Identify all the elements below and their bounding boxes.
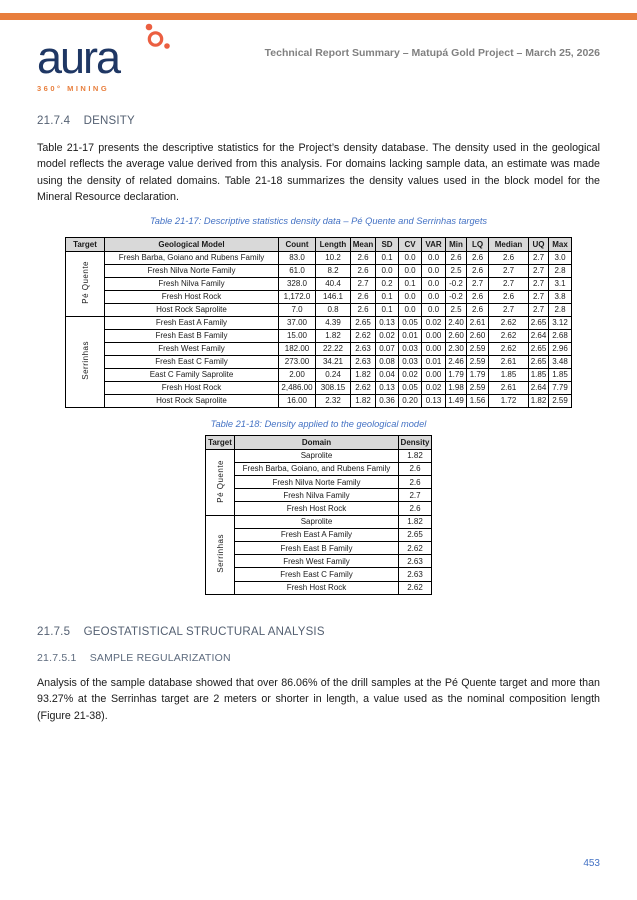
table-cell: 2.59 <box>549 394 572 407</box>
document-title: Technical Report Summary – Matupá Gold Project – March 25, 2026 <box>264 47 600 59</box>
table-cell: Fresh Barba, Goiano and Rubens Family <box>105 251 279 264</box>
table-header-row <box>66 237 572 251</box>
table-row <box>66 290 572 303</box>
table-row <box>206 528 432 541</box>
table-cell: 2.62 <box>489 342 529 355</box>
table-cell: 0.24 <box>316 368 351 381</box>
table-cell: 0.0 <box>399 303 422 316</box>
table-cell: 2.65 <box>529 342 549 355</box>
table-row <box>66 277 572 290</box>
table-cell: 0.03 <box>399 355 422 368</box>
table-cell: 0.2 <box>376 277 399 290</box>
table-row <box>206 489 432 502</box>
table-cell: 0.13 <box>376 316 399 329</box>
table-cell: 16.00 <box>279 394 316 407</box>
table-cell: Fresh West Family <box>235 555 399 568</box>
target-group-label: Serrinhas <box>66 316 105 407</box>
table-cell: 2.5 <box>446 264 467 277</box>
table-cell: Fresh Host Rock <box>235 502 399 515</box>
table-cell: Fresh Nilva Norte Family <box>105 264 279 277</box>
table-cell: 0.13 <box>422 394 446 407</box>
table-cell: 2.63 <box>351 342 376 355</box>
table-cell: 0.20 <box>399 394 422 407</box>
table-cell: 0.1 <box>376 303 399 316</box>
table-cell: 3.12 <box>549 316 572 329</box>
table-cell: 2.5 <box>446 303 467 316</box>
table-cell: Fresh Host Rock <box>105 290 279 303</box>
table-cell: 2.59 <box>467 381 489 394</box>
table-cell: 2.6 <box>351 251 376 264</box>
table-cell: 2.61 <box>489 355 529 368</box>
table-cell: 2.7 <box>529 251 549 264</box>
subsection-title: SAMPLE REGULARIZATION <box>89 651 231 664</box>
table-cell: Fresh East B Family <box>235 541 399 554</box>
table-cell: Host Rock Saprolite <box>105 303 279 316</box>
table-cell: 1.85 <box>529 368 549 381</box>
table-cell: 2.7 <box>529 303 549 316</box>
target-group-label: Serrinhas <box>206 515 235 594</box>
table-cell: Fresh West Family <box>105 342 279 355</box>
table-cell: 2,486.00 <box>279 381 316 394</box>
section-heading-density <box>37 115 600 127</box>
table-cell: 2.7 <box>529 277 549 290</box>
table-cell: 1.56 <box>467 394 489 407</box>
table-cell: 2.8 <box>549 264 572 277</box>
table-cell: 2.6 <box>399 476 432 489</box>
accent-bar <box>0 13 637 20</box>
table-cell: 2.62 <box>489 316 529 329</box>
table-cell: 0.08 <box>376 355 399 368</box>
table-cell: 3.48 <box>549 355 572 368</box>
table-cell: 1,172.0 <box>279 290 316 303</box>
table-cell: 0.04 <box>376 368 399 381</box>
column-header: Max <box>549 237 572 251</box>
table-cell: 2.65 <box>399 528 432 541</box>
target-group-label: Pé Quente <box>206 449 235 515</box>
table-cell: 308.15 <box>316 381 351 394</box>
table-cell: 10.2 <box>316 251 351 264</box>
subsection-heading-regularization <box>37 652 600 664</box>
aura-orbit-icon <box>141 21 171 53</box>
page-header <box>37 24 600 93</box>
table-cell: 1.82 <box>399 449 432 462</box>
table-cell: 0.03 <box>399 342 422 355</box>
table-cell: 0.02 <box>399 368 422 381</box>
table-cell: 1.82 <box>399 515 432 528</box>
section-heading-geostatistical <box>37 626 600 638</box>
table-cell: 0.0 <box>376 264 399 277</box>
table-cell: 0.05 <box>399 316 422 329</box>
table-cell: 1.79 <box>467 368 489 381</box>
logo-wordmark: aura <box>37 32 120 83</box>
table-row <box>66 251 572 264</box>
table-row <box>206 449 432 462</box>
table-cell: 1.72 <box>489 394 529 407</box>
table-cell: 2.62 <box>399 541 432 554</box>
table-row <box>66 355 572 368</box>
table-cell: Fresh East A Family <box>105 316 279 329</box>
table-cell: 273.00 <box>279 355 316 368</box>
table-cell: 2.00 <box>279 368 316 381</box>
table-cell: 2.64 <box>529 329 549 342</box>
table-cell: 2.62 <box>351 329 376 342</box>
table-row <box>206 502 432 515</box>
table-cell: 2.7 <box>351 277 376 290</box>
table-21-17 <box>65 237 572 408</box>
table-cell: 2.6 <box>399 502 432 515</box>
table-cell: 0.0 <box>422 290 446 303</box>
table-cell: 2.62 <box>489 329 529 342</box>
table-cell: 2.63 <box>351 355 376 368</box>
table-21-17-caption: Table 21-17: Descriptive statistics density data – Pé Quente and Serrinhas targets <box>149 215 488 226</box>
column-header: Target <box>66 237 105 251</box>
table-cell: 2.6 <box>489 290 529 303</box>
table-cell: 0.00 <box>422 342 446 355</box>
table-cell: 2.30 <box>446 342 467 355</box>
table-cell: Fresh Host Rock <box>105 381 279 394</box>
table-cell: 83.0 <box>279 251 316 264</box>
table-21-18 <box>205 435 432 595</box>
table-cell: 0.05 <box>399 381 422 394</box>
table-cell: 2.6 <box>351 264 376 277</box>
section-title: GEOSTATISTICAL STRUCTURAL ANALYSIS <box>83 625 325 638</box>
table-cell: 2.68 <box>549 329 572 342</box>
table-cell: 1.79 <box>446 368 467 381</box>
table-cell: 2.6 <box>467 264 489 277</box>
table-row <box>206 568 432 581</box>
column-header: CV <box>399 237 422 251</box>
aura-logo <box>37 24 212 93</box>
table-cell: 2.7 <box>399 489 432 502</box>
table-cell: 2.60 <box>446 329 467 342</box>
table-cell: 2.46 <box>446 355 467 368</box>
table-cell: 0.01 <box>399 329 422 342</box>
table-cell: 2.59 <box>467 355 489 368</box>
density-paragraph: Table 21-17 presents the descriptive statistics for the Project’s density database. The density used in the geological model reflects the average value derived from this analysis. For domains lacking sample data, an estimate was made using the density of related domains. Table 21-18 summarizes the density values used in the block model for the Mineral Resource declaration. <box>37 142 600 204</box>
table-cell: 1.82 <box>529 394 549 407</box>
table-cell: Fresh Nilva Family <box>235 489 399 502</box>
table-cell: 1.85 <box>549 368 572 381</box>
table-cell: 34.21 <box>316 355 351 368</box>
table-cell: Fresh Barba, Goiano, and Rubens Family <box>235 462 399 475</box>
table-cell: 2.59 <box>467 342 489 355</box>
table-cell: -0.2 <box>446 277 467 290</box>
column-header: Min <box>446 237 467 251</box>
table-cell: 22.22 <box>316 342 351 355</box>
table-cell: 1.49 <box>446 394 467 407</box>
table-cell: Saprolite <box>235 515 399 528</box>
table-row <box>206 462 432 475</box>
table-row <box>206 581 432 594</box>
table-cell: 1.82 <box>351 394 376 407</box>
column-header: Length <box>316 237 351 251</box>
subsection-number: 21.7.5.1 <box>37 651 77 664</box>
table-cell: 0.0 <box>422 264 446 277</box>
page-body <box>37 115 600 724</box>
column-header: LQ <box>467 237 489 251</box>
table-cell: 0.02 <box>376 329 399 342</box>
table-cell: 2.63 <box>399 555 432 568</box>
column-header: Domain <box>235 435 399 449</box>
table-cell: 2.61 <box>489 381 529 394</box>
table-cell: 0.13 <box>376 381 399 394</box>
table-cell: 2.65 <box>351 316 376 329</box>
table-cell: Fresh East B Family <box>105 329 279 342</box>
table-cell: 182.00 <box>279 342 316 355</box>
table-cell: 2.7 <box>467 277 489 290</box>
table-cell: 2.6 <box>467 251 489 264</box>
table-cell: 2.7 <box>489 264 529 277</box>
table-cell: Fresh Host Rock <box>235 581 399 594</box>
table-row <box>66 381 572 394</box>
page-number: 453 <box>583 858 600 869</box>
table-cell: 0.0 <box>422 251 446 264</box>
table-cell: 2.6 <box>467 303 489 316</box>
table-cell: 2.7 <box>529 290 549 303</box>
table-cell: 61.0 <box>279 264 316 277</box>
table-cell: 1.85 <box>489 368 529 381</box>
target-group-label: Pé Quente <box>66 251 105 316</box>
table-cell: Fresh East C Family <box>235 568 399 581</box>
table-cell: 2.65 <box>529 355 549 368</box>
table-row <box>206 541 432 554</box>
table-row <box>206 476 432 489</box>
table-cell: 0.02 <box>422 316 446 329</box>
table-row <box>66 342 572 355</box>
column-header: SD <box>376 237 399 251</box>
table-cell: 0.00 <box>422 368 446 381</box>
column-header: Density <box>399 435 432 449</box>
table-cell: 2.64 <box>529 381 549 394</box>
table-cell: 0.1 <box>376 251 399 264</box>
table-cell: 0.0 <box>399 251 422 264</box>
table-cell: 0.01 <box>422 355 446 368</box>
table-cell: 0.0 <box>422 277 446 290</box>
table-row <box>66 303 572 316</box>
table-cell: Fresh East A Family <box>235 528 399 541</box>
table-cell: 2.7 <box>529 264 549 277</box>
logo-tagline: 360° MINING <box>37 84 110 93</box>
table-cell: 2.6 <box>399 462 432 475</box>
table-21-18-caption: Table 21-18: Density applied to the geological model <box>210 418 427 429</box>
table-cell: 0.1 <box>376 290 399 303</box>
column-header: VAR <box>422 237 446 251</box>
table-cell: 2.62 <box>351 381 376 394</box>
table-row <box>66 394 572 407</box>
column-header: Median <box>489 237 529 251</box>
table-cell: 0.0 <box>399 290 422 303</box>
table-cell: 2.40 <box>446 316 467 329</box>
table-cell: 1.98 <box>446 381 467 394</box>
table-cell: 2.6 <box>467 290 489 303</box>
table-cell: 7.79 <box>549 381 572 394</box>
table-row <box>206 555 432 568</box>
table-cell: 2.6 <box>489 251 529 264</box>
column-header: Target <box>206 435 235 449</box>
table-cell: Host Rock Saprolite <box>105 394 279 407</box>
table-cell: 15.00 <box>279 329 316 342</box>
table-cell: 0.00 <box>422 329 446 342</box>
table-cell: Fresh Nilva Family <box>105 277 279 290</box>
regularization-paragraph: Analysis of the sample database showed that over 86.06% of the drill samples at the Pé Quente target and more than 93.27% at the Serrinhas target are 2 meters or shorter in length, a value used as the nominal composition length (Figure 21-38). <box>37 676 600 722</box>
table-cell: 7.0 <box>279 303 316 316</box>
table-cell: 2.62 <box>399 581 432 594</box>
table-row <box>66 264 572 277</box>
table-row <box>66 329 572 342</box>
column-header: Geological Model <box>105 237 279 251</box>
table-cell: 2.6 <box>351 303 376 316</box>
table-cell: 0.07 <box>376 342 399 355</box>
table-cell: 328.0 <box>279 277 316 290</box>
table-cell: 0.8 <box>316 303 351 316</box>
table-cell: 4.39 <box>316 316 351 329</box>
table-cell: 2.96 <box>549 342 572 355</box>
table-cell: 2.7 <box>489 303 529 316</box>
table-cell: 2.63 <box>399 568 432 581</box>
table-cell: 37.00 <box>279 316 316 329</box>
section-title: DENSITY <box>83 115 135 127</box>
table-cell: 1.82 <box>351 368 376 381</box>
table-cell: 2.32 <box>316 394 351 407</box>
table-cell: 40.4 <box>316 277 351 290</box>
table-cell: 2.6 <box>446 251 467 264</box>
table-cell: 2.65 <box>529 316 549 329</box>
table-cell: 1.82 <box>316 329 351 342</box>
table-cell: Saprolite <box>235 449 399 462</box>
column-header: Mean <box>351 237 376 251</box>
table-cell: -0.2 <box>446 290 467 303</box>
table-cell: 2.7 <box>489 277 529 290</box>
table-cell: 2.6 <box>351 290 376 303</box>
table-row <box>206 515 432 528</box>
table-cell: Fresh East C Family <box>105 355 279 368</box>
table-cell: 0.1 <box>399 277 422 290</box>
table-cell: Fresh Nilva Norte Family <box>235 476 399 489</box>
table-cell: 0.0 <box>399 264 422 277</box>
table-cell: 3.1 <box>549 277 572 290</box>
table-cell: 0.02 <box>422 381 446 394</box>
table-cell: 8.2 <box>316 264 351 277</box>
table-row <box>66 316 572 329</box>
table-cell: 0.36 <box>376 394 399 407</box>
column-header: Count <box>279 237 316 251</box>
table-cell: 3.0 <box>549 251 572 264</box>
table-cell: 2.61 <box>467 316 489 329</box>
table-cell: 3.8 <box>549 290 572 303</box>
table-cell: 2.60 <box>467 329 489 342</box>
section-number: 21.7.4 <box>37 115 71 127</box>
table-cell: 146.1 <box>316 290 351 303</box>
table-header-row <box>206 435 432 449</box>
section-number: 21.7.5 <box>37 625 71 638</box>
table-cell: East C Family Saprolite <box>105 368 279 381</box>
table-cell: 0.0 <box>422 303 446 316</box>
column-header: UQ <box>529 237 549 251</box>
table-cell: 2.8 <box>549 303 572 316</box>
table-row <box>66 368 572 381</box>
